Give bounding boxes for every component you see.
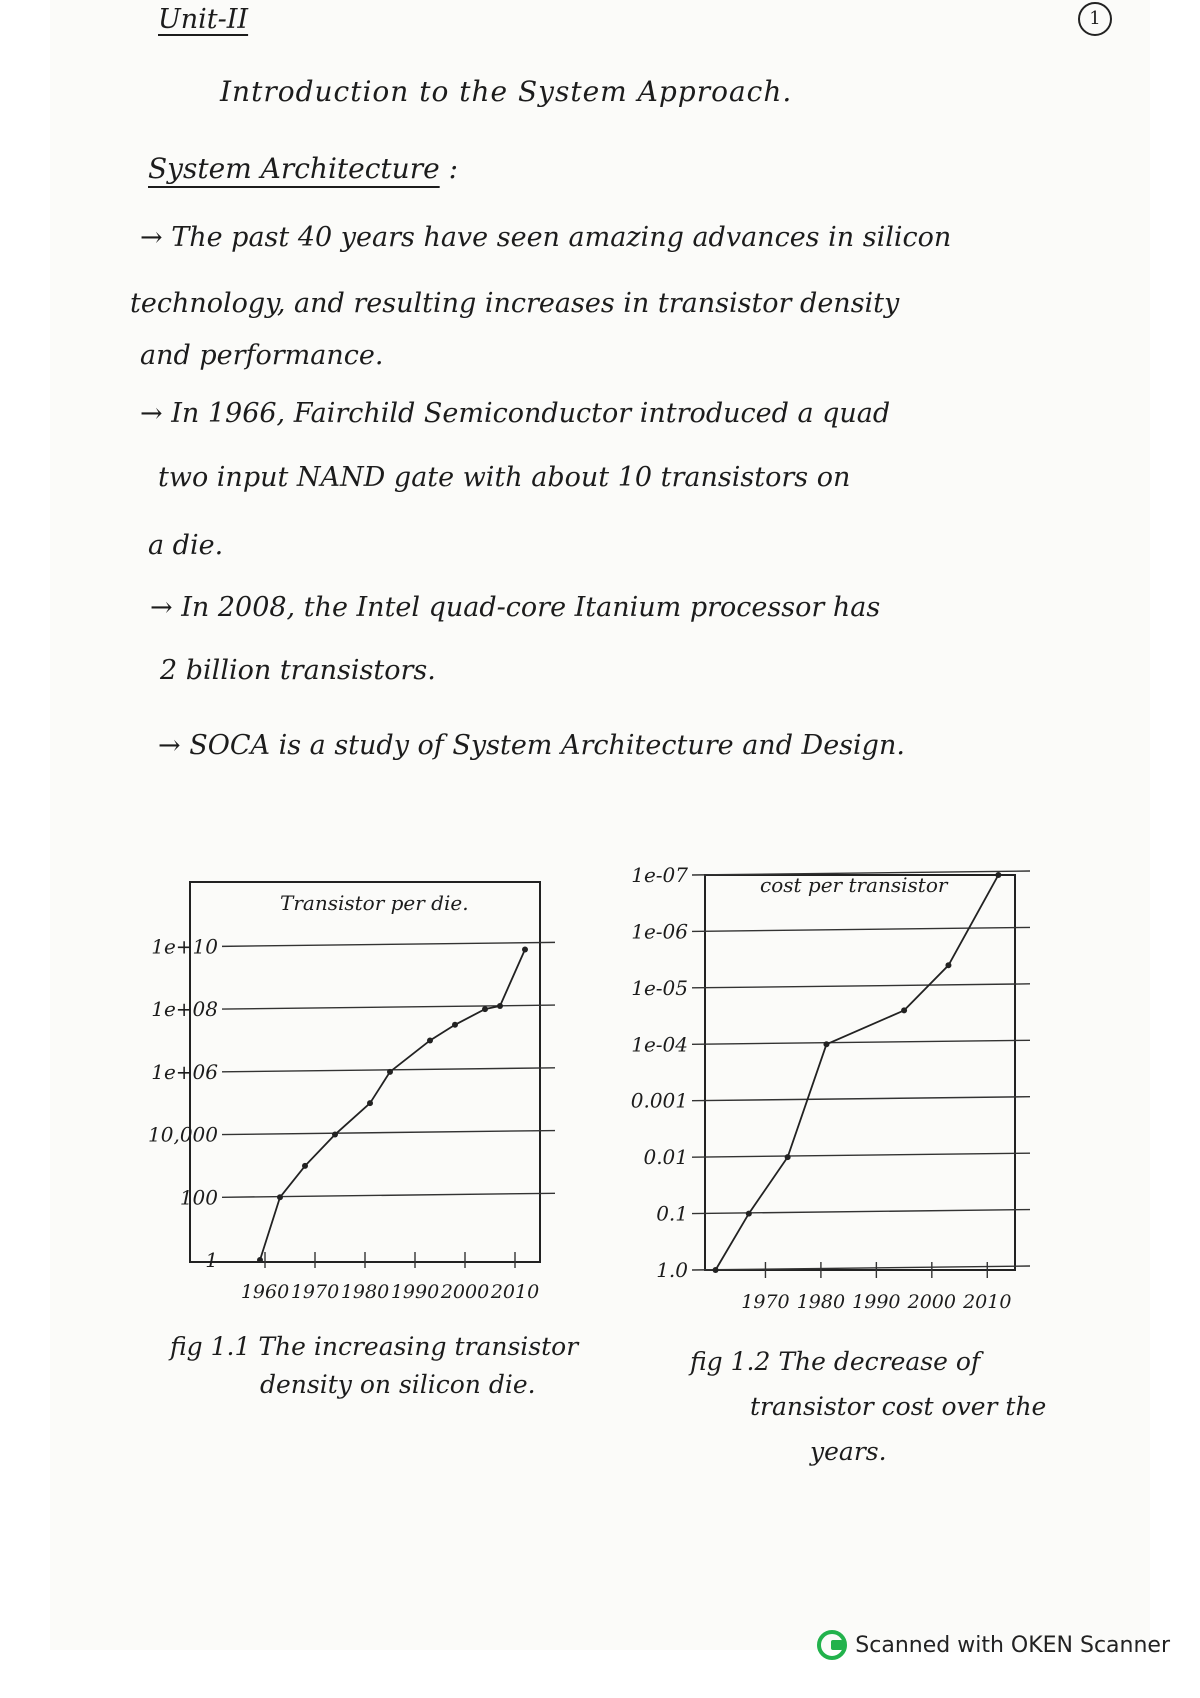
chart1-data-point bbox=[452, 1022, 458, 1028]
body-line-2: technology, and resulting increases in transistor density bbox=[130, 288, 900, 319]
chart1-xtick-label: 2010 bbox=[490, 1281, 540, 1303]
section-heading-text: System Architecture bbox=[148, 152, 440, 185]
chart1-data-point bbox=[522, 947, 528, 953]
chart2-ytick-label: 1.0 bbox=[656, 1258, 688, 1282]
chart1-data-point bbox=[257, 1257, 263, 1263]
chart2-gridline bbox=[692, 1040, 1030, 1044]
scanner-text: Scanned with OKEN Scanner bbox=[855, 1632, 1170, 1658]
chart2-gridline bbox=[692, 1153, 1030, 1157]
chart1-ytick-label: 10,000 bbox=[148, 1122, 218, 1147]
chart1-gridline bbox=[222, 1005, 555, 1009]
chart2-caption-line1: fig 1.2 The decrease of bbox=[690, 1347, 981, 1376]
chart2-ytick-label: 1e-06 bbox=[631, 919, 688, 944]
chart2-xtick-label: 1980 bbox=[796, 1291, 846, 1313]
chart2-gridline bbox=[692, 984, 1030, 988]
scanner-logo-icon bbox=[817, 1630, 847, 1660]
body-line-5: two input NAND gate with about 10 transistors on bbox=[158, 462, 851, 493]
page-title: Introduction to the System Approach. bbox=[220, 75, 793, 108]
chart2-xtick-label: 1970 bbox=[741, 1291, 790, 1313]
chart1-data-point bbox=[302, 1163, 308, 1169]
chart1-data-point bbox=[277, 1194, 283, 1200]
body-line-9: → SOCA is a study of System Architecture and Design. bbox=[158, 730, 905, 761]
chart1-gridline bbox=[222, 1131, 555, 1135]
scanner-watermark bbox=[817, 1630, 1170, 1660]
chart1-ytick-label: 1 bbox=[205, 1248, 218, 1272]
chart1-xtick-label: 1970 bbox=[290, 1281, 340, 1303]
chart2-ytick-label: 0.1 bbox=[656, 1201, 688, 1226]
chart1-data-point bbox=[482, 1006, 488, 1012]
chart1-caption-line1: fig 1.1 The increasing transistor bbox=[170, 1332, 579, 1361]
chart1-ytick-label: 1e+10 bbox=[151, 934, 218, 959]
chart1-data-point bbox=[387, 1069, 393, 1075]
chart2-ytick-label: 0.001 bbox=[630, 1088, 688, 1113]
chart2-data-point bbox=[945, 962, 951, 968]
chart1-data-point bbox=[497, 1003, 503, 1009]
body-line-3: and performance. bbox=[140, 340, 384, 371]
chart2-title: cost per transistor bbox=[760, 873, 948, 897]
chart2-xtick-label: 2000 bbox=[907, 1291, 956, 1313]
chart2-ytick-label: 1e-04 bbox=[631, 1032, 688, 1057]
chart2-xtick-label: 2010 bbox=[963, 1291, 1012, 1313]
chart1-series-line bbox=[260, 950, 525, 1261]
chart1-ytick-label: 1e+08 bbox=[151, 997, 218, 1022]
chart1-xtick-label: 1980 bbox=[340, 1281, 390, 1303]
chart2-data-point bbox=[746, 1211, 752, 1217]
chart1-caption bbox=[160, 1325, 620, 1425]
body-line-1: → The past 40 years have seen amazing advances in silicon bbox=[140, 222, 952, 253]
chart2-data-point bbox=[823, 1041, 829, 1047]
body-line-4: → In 1966, Fairchild Semiconductor introduced a quad bbox=[140, 398, 891, 429]
chart2-ytick-label: 0.01 bbox=[643, 1145, 688, 1170]
chart1-ytick-label: 1e+06 bbox=[151, 1059, 218, 1084]
chart1-caption-line2: density on silicon die. bbox=[260, 1370, 536, 1399]
chart1-gridline bbox=[222, 1193, 555, 1197]
transistor-cost-chart bbox=[630, 860, 1050, 1313]
chart2-gridline bbox=[692, 1097, 1030, 1101]
chart1-data-point bbox=[367, 1100, 373, 1106]
chart2-data-point bbox=[995, 872, 1001, 878]
unit-label: Unit-II bbox=[158, 4, 249, 35]
chart2-data-point bbox=[785, 1154, 791, 1160]
chart1-data-point bbox=[427, 1037, 433, 1043]
chart1-ytick-label: 100 bbox=[179, 1185, 218, 1210]
chart1-data-point bbox=[332, 1132, 338, 1138]
chart1-title: Transistor per die. bbox=[280, 891, 469, 915]
chart1-xtick-label: 1990 bbox=[390, 1281, 440, 1303]
page-number: 1 bbox=[1078, 2, 1112, 36]
chart1-xtick-label: 1960 bbox=[240, 1281, 290, 1303]
chart2-gridline bbox=[692, 927, 1030, 931]
body-line-6: a die. bbox=[148, 530, 224, 561]
transistor-density-chart bbox=[100, 860, 620, 1303]
chart2-data-point bbox=[901, 1007, 907, 1013]
chart1-gridline bbox=[222, 942, 555, 946]
chart2-caption-line3: years. bbox=[810, 1437, 887, 1466]
chart2-ytick-label: 1e-07 bbox=[631, 863, 688, 887]
chart1-xtick-label: 2000 bbox=[440, 1281, 490, 1303]
body-line-7: → In 2008, the Intel quad-core Itanium processor has bbox=[150, 592, 881, 623]
chart2-xtick-label: 1990 bbox=[852, 1291, 901, 1313]
section-heading-colon: : bbox=[448, 152, 459, 185]
section-heading bbox=[148, 152, 458, 185]
chart2-caption bbox=[680, 1335, 1100, 1495]
chart2-ytick-label: 1e-05 bbox=[631, 975, 688, 1000]
chart2-caption-line2: transistor cost over the bbox=[750, 1392, 1047, 1421]
chart2-gridline bbox=[692, 1210, 1030, 1214]
chart2-data-point bbox=[713, 1267, 719, 1273]
body-line-8: 2 billion transistors. bbox=[160, 655, 436, 686]
